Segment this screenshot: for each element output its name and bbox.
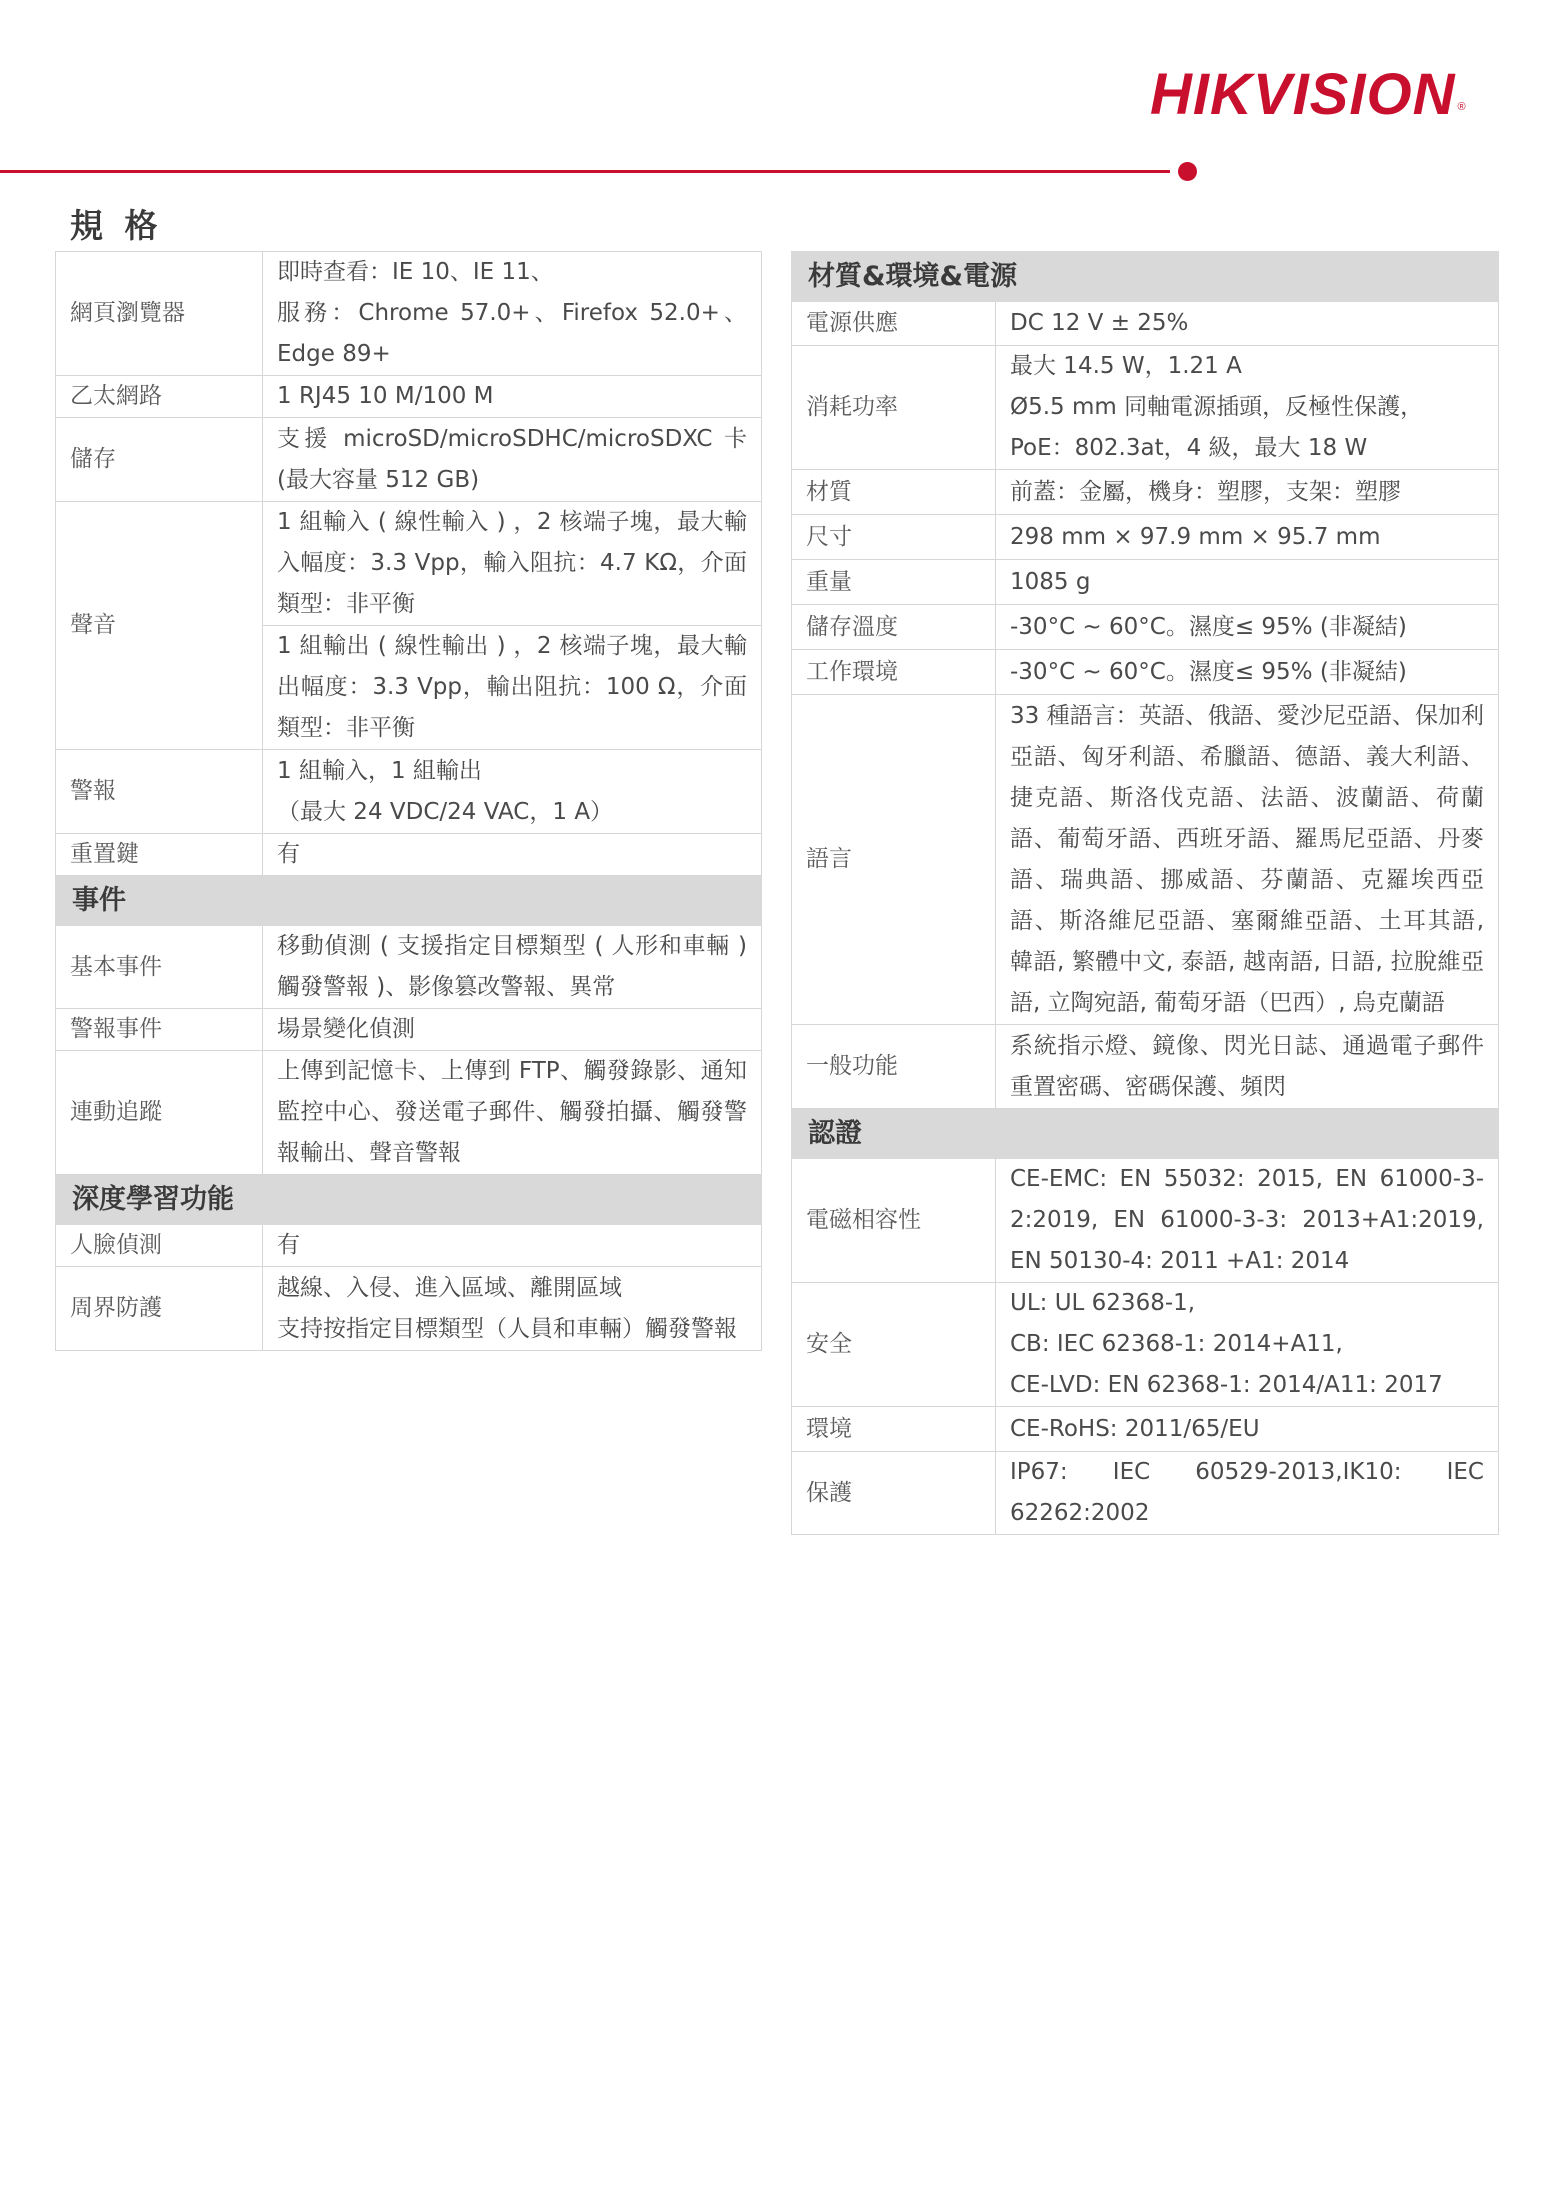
row-label: 尺寸	[792, 515, 996, 560]
row-label: 電磁相容性	[792, 1159, 996, 1283]
value-line: 越線、入侵、進入區域、離開區域	[277, 1274, 622, 1301]
section-header	[792, 252, 1499, 302]
value-line: PoE：802.3at，4 級，最大 18 W	[1010, 435, 1368, 461]
table-row	[56, 418, 762, 502]
row-label: 基本事件	[56, 926, 263, 1009]
table-row	[56, 376, 762, 418]
header-rule-dot	[1178, 162, 1197, 181]
row-value	[996, 1283, 1499, 1407]
row-value: CE-RoHS: 2011/65/EU	[996, 1407, 1499, 1452]
table-row	[56, 1051, 762, 1175]
row-label: 警報事件	[56, 1009, 263, 1051]
row-label: 重置鍵	[56, 834, 263, 876]
row-label: 乙太網路	[56, 376, 263, 418]
row-value: CE-EMC: EN 55032: 2015, EN 61000-3-2:2019, EN 61000-3-3: 2013+A1:2019, EN 50130-4: 2011 +A1: 2014	[996, 1159, 1499, 1283]
table-row	[56, 750, 762, 834]
table-row	[56, 1009, 762, 1051]
row-value: 1 組輸入 ( 線性輸入 ) ，2 核端子塊，最大輸入幅度：3.3 Vpp，輸入阻抗：4.7 KΩ，介面類型：非平衡	[263, 502, 762, 626]
row-value: 前蓋：金屬，機身：塑膠，支架：塑膠	[996, 470, 1499, 515]
row-label: 保護	[792, 1452, 996, 1535]
table-row	[792, 695, 1499, 1025]
row-label: 材質	[792, 470, 996, 515]
table-row	[792, 470, 1499, 515]
row-value	[263, 1267, 762, 1351]
value-line: （最大 24 VDC/24 VAC，1 A）	[277, 798, 614, 825]
section-header	[56, 876, 762, 926]
row-label: 消耗功率	[792, 346, 996, 470]
section-header	[56, 1175, 762, 1225]
row-value: 33 種語言：英語、俄語、愛沙尼亞語、保加利亞語、匈牙利語、希臘語、德語、義大利語、捷克語、斯洛伐克語、法語、波蘭語、荷蘭語、葡萄牙語、西班牙語、羅馬尼亞語、丹麥語、瑞典語、挪威語、芬蘭語、克羅埃西亞語、斯洛維尼亞語、塞爾維亞語、土耳其語, 韓語, 繁體中文, 泰語, 越南語, 日語, 拉脫維亞語, 立陶宛語, 葡萄牙語（巴西）, 烏克蘭語	[996, 695, 1499, 1025]
row-label: 電源供應	[792, 302, 996, 346]
table-row	[792, 605, 1499, 650]
table-row	[792, 1283, 1499, 1407]
row-label: 重量	[792, 560, 996, 605]
row-value: 有	[263, 834, 762, 876]
row-label: 工作環境	[792, 650, 996, 695]
table-row	[792, 1159, 1499, 1283]
table-row	[792, 346, 1499, 470]
row-value: 有	[263, 1225, 762, 1267]
value-line: 即時查看：IE 10、IE 11、	[277, 259, 554, 285]
logo-text: HIKVISION	[1150, 62, 1456, 127]
table-row	[56, 834, 762, 876]
section-title: 事件	[56, 876, 762, 926]
value-line: 服務：Chrome 57.0+、Firefox 52.0+、Edge 89+	[277, 300, 747, 367]
table-row	[56, 502, 762, 626]
row-label: 環境	[792, 1407, 996, 1452]
brand-logo	[1150, 60, 1510, 130]
row-value: 1 RJ45 10 M/100 M	[263, 376, 762, 418]
row-value: -30°C ~ 60°C。濕度≤ 95% (非凝結)	[996, 605, 1499, 650]
table-row	[56, 1267, 762, 1351]
table-row	[792, 1025, 1499, 1109]
row-value: 上傳到記憶卡、上傳到 FTP、觸發錄影、通知監控中心、發送電子郵件、觸發拍攝、觸發警報輸出、聲音警報	[263, 1051, 762, 1175]
row-value: 1085 g	[996, 560, 1499, 605]
section-title: 材質&環境&電源	[792, 252, 1499, 302]
table-row	[56, 926, 762, 1009]
row-label: 一般功能	[792, 1025, 996, 1109]
table-row	[792, 1407, 1499, 1452]
row-value: 298 mm × 97.9 mm × 95.7 mm	[996, 515, 1499, 560]
row-value	[263, 252, 762, 376]
table-row	[792, 515, 1499, 560]
spec-table-right	[791, 251, 1499, 1535]
row-value	[263, 750, 762, 834]
page-title: 規 格	[70, 206, 163, 245]
value-line: CE-LVD: EN 62368-1: 2014/A11: 2017	[1010, 1372, 1443, 1398]
row-label: 儲存溫度	[792, 605, 996, 650]
value-line: 支持按指定目標類型（人員和車輛）觸發警報	[277, 1315, 737, 1342]
table-row	[792, 560, 1499, 605]
value-line: 最大 14.5 W，1.21 A	[1010, 353, 1242, 379]
row-value: 場景變化偵測	[263, 1009, 762, 1051]
row-label: 人臉偵測	[56, 1225, 263, 1267]
row-value: -30°C ~ 60°C。濕度≤ 95% (非凝結)	[996, 650, 1499, 695]
value-line: Ø5.5 mm 同軸電源插頭，反極性保護，	[1010, 394, 1424, 420]
row-label: 周界防護	[56, 1267, 263, 1351]
section-title: 認證	[792, 1109, 1499, 1159]
value-line: CB: IEC 62368-1: 2014+A11,	[1010, 1331, 1343, 1357]
row-value	[996, 346, 1499, 470]
row-label: 網頁瀏覽器	[56, 252, 263, 376]
row-label: 聲音	[56, 502, 263, 750]
row-value: DC 12 V ± 25%	[996, 302, 1499, 346]
spec-table-left	[55, 251, 762, 1351]
row-label: 連動追蹤	[56, 1051, 263, 1175]
table-row	[56, 252, 762, 376]
header-rule	[0, 170, 1170, 173]
row-value: 系統指示燈、鏡像、閃光日誌、通過電子郵件重置密碼、密碼保護、頻閃	[996, 1025, 1499, 1109]
table-row	[792, 1452, 1499, 1535]
section-header	[792, 1109, 1499, 1159]
row-label: 儲存	[56, 418, 263, 502]
row-value: 支援 microSD/microSDHC/microSDXC 卡 (最大容量 512 GB)	[263, 418, 762, 502]
table-row	[792, 650, 1499, 695]
row-label: 安全	[792, 1283, 996, 1407]
row-value: IP67: IEC 60529-2013,IK10: IEC 62262:2002	[996, 1452, 1499, 1535]
value-line: 1 組輸入，1 組輸出	[277, 757, 482, 784]
row-label: 警報	[56, 750, 263, 834]
row-value: 1 組輸出 ( 線性輸出 ) ，2 核端子塊，最大輸出幅度：3.3 Vpp，輸出阻抗：100 Ω，介面類型：非平衡	[263, 626, 762, 750]
registered-mark: ®	[1457, 101, 1467, 113]
row-value: 移動偵測 ( 支援指定目標類型 ( 人形和車輛 ) 觸發警報 )、影像篡改警報、異常	[263, 926, 762, 1009]
table-row	[792, 302, 1499, 346]
section-title: 深度學習功能	[56, 1175, 762, 1225]
row-label: 語言	[792, 695, 996, 1025]
table-row	[56, 1225, 762, 1267]
value-line: UL: UL 62368-1,	[1010, 1290, 1196, 1316]
